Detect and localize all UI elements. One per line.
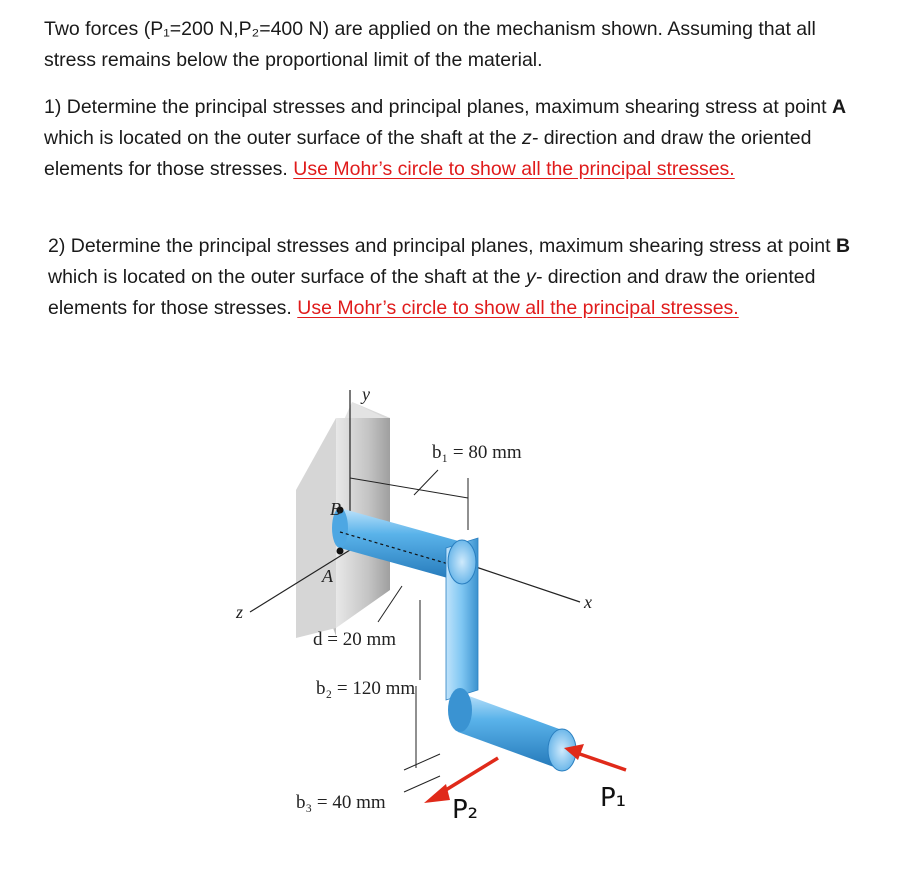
crank-arm xyxy=(446,538,478,700)
p1-label: P₁ xyxy=(600,783,627,813)
axis-y-label: y xyxy=(362,384,370,404)
q2-text-mid: which is located on the outer surface of the shaft at the xyxy=(48,266,527,288)
q1-text-mid: which is located on the outer surface of the shaft at the xyxy=(44,127,523,149)
axis-z-label: z xyxy=(236,602,244,622)
question-2 xyxy=(48,231,859,324)
b3-dimension xyxy=(404,776,440,792)
d-label: d = 20 mm xyxy=(313,629,397,650)
point-a-marker xyxy=(337,548,344,555)
intro-text: Two forces (P₁=200 N,P₂=400 N) are applied on the mechanism shown. Assuming that all stress remains below the proportional limit of the material. xyxy=(44,18,816,71)
q2-point: B xyxy=(835,235,851,257)
q1-mohr-link: Use Mohr’s circle to show all the principal stresses. xyxy=(293,158,735,180)
q1-point: A xyxy=(831,96,847,118)
p2-label: P₂ xyxy=(452,795,479,825)
q2-text-rest: direction and draw the oriented elements for those stresses. xyxy=(48,266,816,319)
mechanism-figure xyxy=(0,360,901,880)
b1-label: b₁ = 80 mm xyxy=(432,442,522,463)
question-1 xyxy=(44,92,859,185)
point-b-label: B xyxy=(330,499,341,519)
point-a-label: A xyxy=(322,566,333,586)
axis-x-label: x xyxy=(584,592,592,612)
q2-axis: y- xyxy=(526,266,543,288)
b2-label: b₂ = 120 mm xyxy=(316,678,416,699)
q1-text-rest: direction and draw the oriented elements for those stresses. xyxy=(44,127,812,180)
intro-paragraph xyxy=(44,14,859,76)
x-axis-line xyxy=(470,565,580,602)
b3-label: b₃ = 40 mm xyxy=(296,792,386,813)
q1-text-start: 1) Determine the principal stresses and principal planes, maximum shearing stress at point xyxy=(44,96,832,118)
q1-axis: z- xyxy=(522,127,539,149)
q2-mohr-link: Use Mohr’s circle to show all the principal stresses. xyxy=(297,297,739,319)
lower-shaft xyxy=(448,688,576,771)
q2-text-start: 2) Determine the principal stresses and principal planes, maximum shearing stress at point xyxy=(48,235,836,257)
